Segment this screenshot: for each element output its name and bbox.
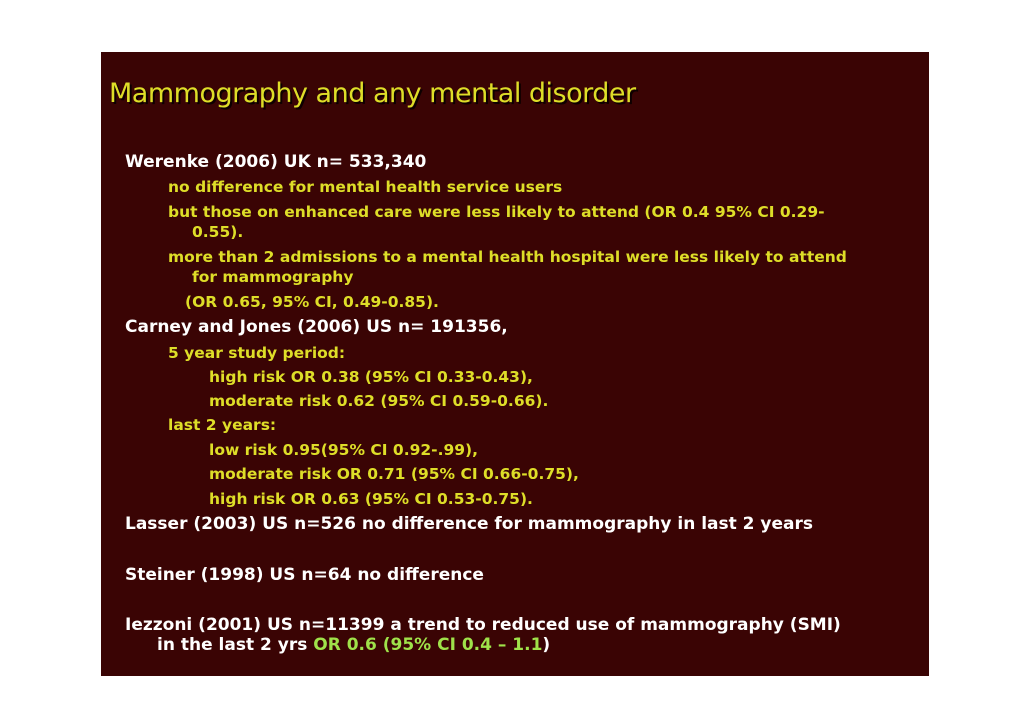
carney-2yr-low: low risk 0.95(95% CI 0.92-.99), — [209, 441, 479, 459]
iezzoni-line-2-suffix: ) — [542, 635, 551, 655]
iezzoni-line-2 — [157, 635, 550, 655]
carney-period-2yr: last 2 years: — [168, 416, 277, 434]
study-heading-carney: Carney and Jones (2006) US n= 191356, — [125, 317, 508, 337]
carney-period-5yr: 5 year study period: — [168, 344, 346, 362]
carney-5yr-moderate: moderate risk 0.62 (95% CI 0.59-0.66). — [209, 392, 549, 410]
study-heading-lasser: Lasser (2003) US n=526 no difference for mammography in last 2 years — [125, 514, 814, 534]
study-heading-werenke: Werenke (2006) UK n= 533,340 — [125, 152, 427, 172]
iezzoni-odds-ratio: OR 0.6 (95% CI 0.4 – 1.1 — [313, 635, 543, 655]
slide-title: Mammography and any mental disorder — [109, 78, 636, 109]
carney-5yr-high: high risk OR 0.38 (95% CI 0.33-0.43), — [209, 368, 533, 386]
werenke-finding-2a: but those on enhanced care were less likely to attend (OR 0.4 95% CI 0.29- — [168, 203, 825, 221]
study-heading-iezzoni: Iezzoni (2001) US n=11399 a trend to reduced use of mammography (SMI) — [125, 615, 841, 635]
werenke-finding-3a: more than 2 admissions to a mental health hospital were less likely to attend — [168, 248, 847, 266]
carney-2yr-moderate: moderate risk OR 0.71 (95% CI 0.66-0.75), — [209, 465, 579, 483]
slide — [101, 52, 929, 676]
iezzoni-line-2-prefix: in the last 2 yrs — [157, 635, 314, 655]
werenke-finding-3c: (OR 0.65, 95% CI, 0.49-0.85). — [185, 293, 439, 311]
werenke-finding-1: no difference for mental health service users — [168, 178, 563, 196]
werenke-finding-3b: for mammography — [192, 268, 354, 286]
carney-2yr-high: high risk OR 0.63 (95% CI 0.53-0.75). — [209, 490, 533, 508]
study-heading-steiner: Steiner (1998) US n=64 no difference — [125, 565, 484, 585]
werenke-finding-2b: 0.55). — [192, 223, 244, 241]
